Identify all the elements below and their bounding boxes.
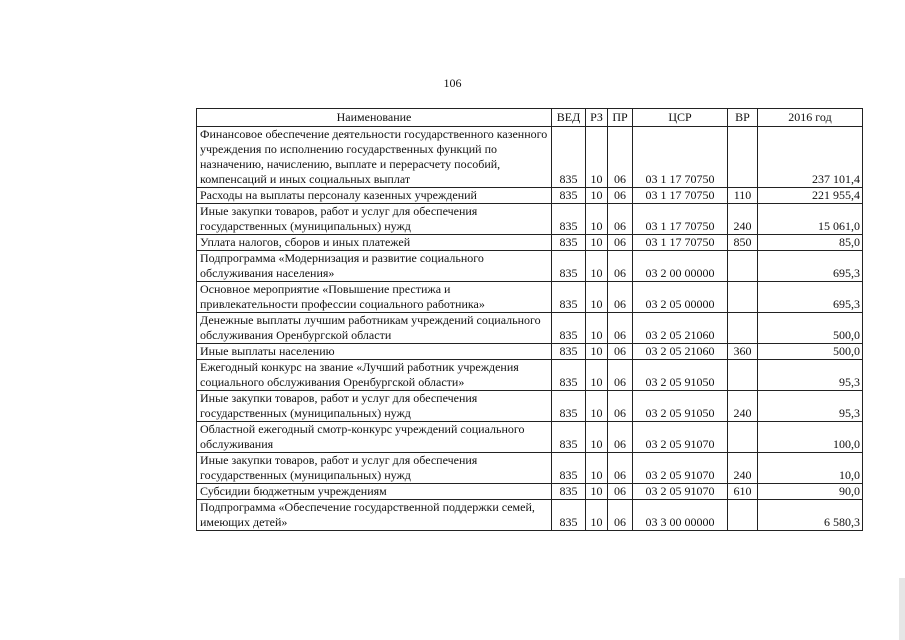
cell-name: Уплата налогов, сборов и иных платежей (197, 235, 552, 251)
cell-name: Иные выплаты населению (197, 344, 552, 360)
cell-amount: 237 101,4 (758, 127, 863, 188)
cell-vr: 850 (728, 235, 758, 251)
cell-vr (728, 282, 758, 313)
cell-csr: 03 2 05 91070 (633, 422, 728, 453)
table-row (197, 251, 863, 282)
cell-pr: 06 (608, 313, 633, 344)
table-header-row (197, 109, 863, 127)
cell-vr: 240 (728, 391, 758, 422)
cell-pr: 06 (608, 484, 633, 500)
table-row (197, 204, 863, 235)
cell-ved: 835 (552, 204, 586, 235)
cell-rz: 10 (586, 484, 608, 500)
cell-amount: 90,0 (758, 484, 863, 500)
cell-ved: 835 (552, 188, 586, 204)
cell-vr (728, 313, 758, 344)
table-body (197, 127, 863, 531)
cell-ved: 835 (552, 235, 586, 251)
cell-csr: 03 2 05 21060 (633, 313, 728, 344)
cell-pr: 06 (608, 391, 633, 422)
cell-pr: 06 (608, 360, 633, 391)
cell-pr: 06 (608, 282, 633, 313)
cell-rz: 10 (586, 453, 608, 484)
table-row (197, 422, 863, 453)
cell-name: Основное мероприятие «Повышение престижа и привлекательности профессии социального работника» (197, 282, 552, 313)
cell-amount: 100,0 (758, 422, 863, 453)
cell-ved: 835 (552, 344, 586, 360)
cell-rz: 10 (586, 127, 608, 188)
cell-name: Иные закупки товаров, работ и услуг для обеспечения государственных (муниципальных) нужд (197, 453, 552, 484)
table-row (197, 313, 863, 344)
cell-rz: 10 (586, 235, 608, 251)
cell-ved: 835 (552, 313, 586, 344)
cell-vr (728, 422, 758, 453)
cell-vr (728, 500, 758, 531)
cell-vr: 360 (728, 344, 758, 360)
cell-vr: 240 (728, 204, 758, 235)
cell-rz: 10 (586, 282, 608, 313)
cell-rz: 10 (586, 391, 608, 422)
cell-amount: 695,3 (758, 251, 863, 282)
cell-amount: 500,0 (758, 344, 863, 360)
header-csr: ЦСР (633, 109, 728, 127)
cell-name: Расходы на выплаты персоналу казенных учреждений (197, 188, 552, 204)
cell-name: Финансовое обеспечение деятельности государственного казенного учреждения по исполнению государственных функций по назначению, начислению, выплате и перерасчету пособий, компенсаций и иных социальных выплат (197, 127, 552, 188)
cell-csr: 03 2 05 91070 (633, 484, 728, 500)
cell-csr: 03 2 00 00000 (633, 251, 728, 282)
cell-vr (728, 360, 758, 391)
cell-csr: 03 3 00 00000 (633, 500, 728, 531)
cell-ved: 835 (552, 251, 586, 282)
table-row (197, 344, 863, 360)
cell-vr (728, 251, 758, 282)
cell-name: Субсидии бюджетным учреждениям (197, 484, 552, 500)
cell-ved: 835 (552, 391, 586, 422)
table-row (197, 188, 863, 204)
cell-rz: 10 (586, 188, 608, 204)
cell-amount: 695,3 (758, 282, 863, 313)
table-row (197, 360, 863, 391)
cell-name: Подпрограмма «Модернизация и развитие социального обслуживания населения» (197, 251, 552, 282)
cell-csr: 03 1 17 70750 (633, 235, 728, 251)
cell-amount: 221 955,4 (758, 188, 863, 204)
cell-pr: 06 (608, 188, 633, 204)
cell-amount: 15 061,0 (758, 204, 863, 235)
table-row (197, 282, 863, 313)
cell-amount: 95,3 (758, 391, 863, 422)
cell-name: Ежегодный конкурс на звание «Лучший работник учреждения социального обслуживания Оренбургской области» (197, 360, 552, 391)
cell-csr: 03 2 05 91070 (633, 453, 728, 484)
cell-amount: 95,3 (758, 360, 863, 391)
cell-name: Подпрограмма «Обеспечение государственной поддержки семей, имеющих детей» (197, 500, 552, 531)
table-row (197, 453, 863, 484)
cell-csr: 03 2 05 21060 (633, 344, 728, 360)
cell-pr: 06 (608, 344, 633, 360)
cell-pr: 06 (608, 453, 633, 484)
cell-vr: 240 (728, 453, 758, 484)
cell-pr: 06 (608, 422, 633, 453)
header-name: Наименование (197, 109, 552, 127)
cell-pr: 06 (608, 127, 633, 188)
cell-pr: 06 (608, 251, 633, 282)
header-rz: РЗ (586, 109, 608, 127)
cell-csr: 03 2 05 91050 (633, 391, 728, 422)
cell-csr: 03 2 05 91050 (633, 360, 728, 391)
budget-table (196, 108, 863, 531)
cell-ved: 835 (552, 127, 586, 188)
cell-vr: 610 (728, 484, 758, 500)
cell-rz: 10 (586, 204, 608, 235)
cell-pr: 06 (608, 204, 633, 235)
cell-rz: 10 (586, 360, 608, 391)
cell-pr: 06 (608, 500, 633, 531)
cell-ved: 835 (552, 360, 586, 391)
page-number: 106 (443, 76, 462, 90)
header-pr: ПР (608, 109, 633, 127)
cell-pr: 06 (608, 235, 633, 251)
cell-csr: 03 2 05 00000 (633, 282, 728, 313)
cell-ved: 835 (552, 484, 586, 500)
table-row (197, 391, 863, 422)
header-ved: ВЕД (552, 109, 586, 127)
header-year: 2016 год (758, 109, 863, 127)
cell-vr: 110 (728, 188, 758, 204)
cell-ved: 835 (552, 422, 586, 453)
cell-rz: 10 (586, 422, 608, 453)
header-vr: ВР (728, 109, 758, 127)
cell-rz: 10 (586, 313, 608, 344)
cell-amount: 10,0 (758, 453, 863, 484)
cell-vr (728, 127, 758, 188)
cell-csr: 03 1 17 70750 (633, 127, 728, 188)
cell-ved: 835 (552, 282, 586, 313)
table-row (197, 500, 863, 531)
cell-name: Денежные выплаты лучшим работникам учреждений социального обслуживания Оренбургской области (197, 313, 552, 344)
cell-name: Иные закупки товаров, работ и услуг для обеспечения государственных (муниципальных) нужд (197, 391, 552, 422)
table-row (197, 484, 863, 500)
cell-amount: 500,0 (758, 313, 863, 344)
cell-name: Иные закупки товаров, работ и услуг для обеспечения государственных (муниципальных) нужд (197, 204, 552, 235)
table-row (197, 127, 863, 188)
cell-rz: 10 (586, 251, 608, 282)
cell-rz: 10 (586, 344, 608, 360)
cell-csr: 03 1 17 70750 (633, 188, 728, 204)
cell-ved: 835 (552, 500, 586, 531)
cell-amount: 6 580,3 (758, 500, 863, 531)
cell-rz: 10 (586, 500, 608, 531)
table-row (197, 235, 863, 251)
cell-amount: 85,0 (758, 235, 863, 251)
cell-csr: 03 1 17 70750 (633, 204, 728, 235)
page-edge-shadow (899, 578, 905, 640)
cell-ved: 835 (552, 453, 586, 484)
cell-name: Областной ежегодный смотр-конкурс учреждений социального обслуживания (197, 422, 552, 453)
